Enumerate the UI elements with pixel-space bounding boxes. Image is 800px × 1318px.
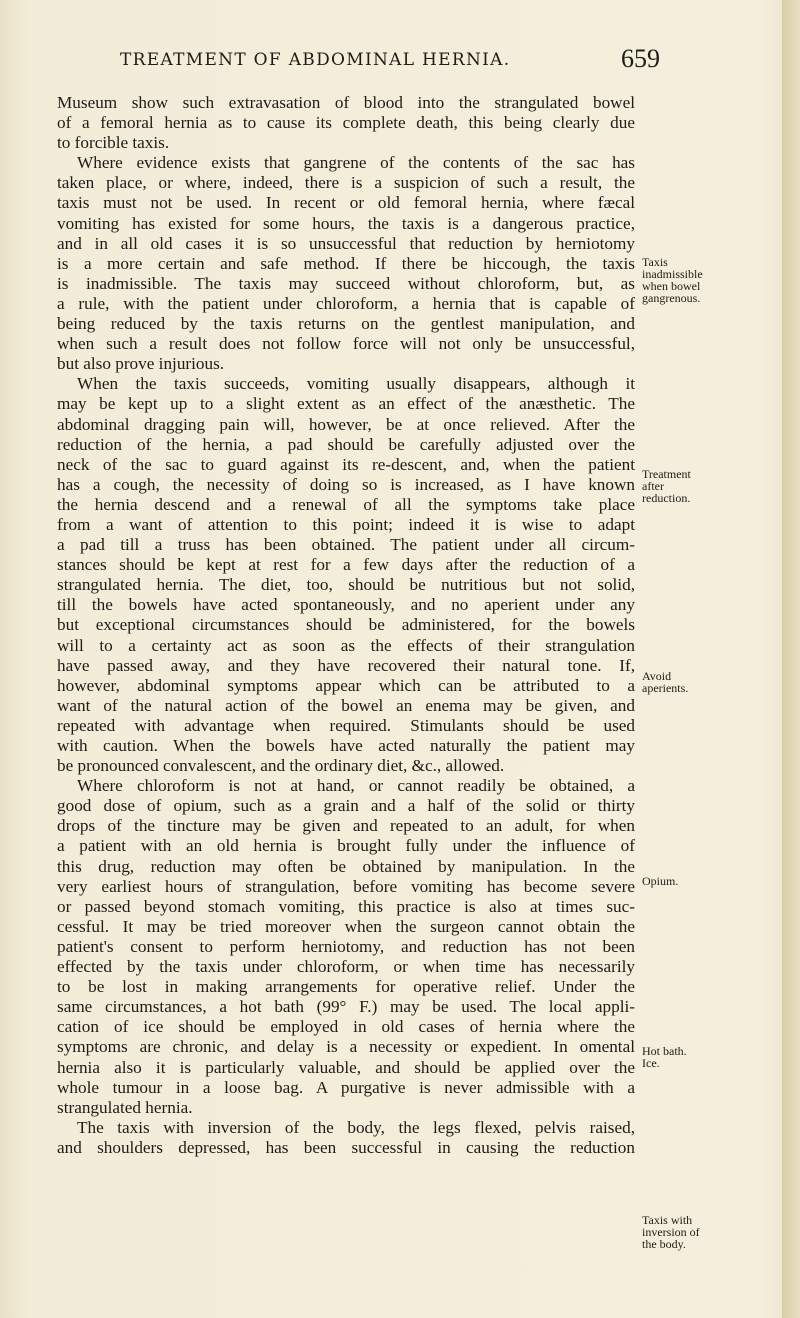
- text-line: and in all old cases it is so unsuccessful that reduction by herniotomy: [57, 233, 635, 253]
- text-line: neck of the sac to guard against its re-descent, and, when the patient: [57, 454, 635, 474]
- text-line: the hernia descend and a renewal of all the symptoms take place: [57, 494, 635, 514]
- text-line: very earliest hours of strangulation, before vomiting has become severe: [57, 876, 635, 896]
- text-line: cessful. It may be tried moreover when the surgeon cannot obtain the: [57, 916, 635, 936]
- text-line: strangulated hernia.: [57, 1097, 193, 1117]
- text-line: be pronounced convalescent, and the ordinary diet, &c., allowed.: [57, 756, 505, 776]
- text-line: vomiting has existed for some hours, the taxis is a dangerous practice,: [57, 213, 635, 233]
- text-line: strangulated hernia. The diet, too, should be nutritious but not solid,: [57, 575, 635, 595]
- text-line: till the bowels have acted spontaneously, and no aperient under any: [57, 595, 635, 615]
- text-line: When the taxis succeeds, vomiting usually disappears, although it: [77, 374, 635, 394]
- text-line: effected by the taxis under chloroform, or when time has necessarily: [57, 957, 635, 977]
- text-line: taxis must not be used. In recent or old femoral hernia, where fæcal: [57, 193, 635, 213]
- text-line: will to a certainty act as soon as the effects of their strangulation: [57, 635, 635, 655]
- text-line: good dose of opium, such as a grain and a half of the solid or thirty: [57, 796, 635, 816]
- running-title: TREATMENT OF ABDOMINAL HERNIA.: [120, 50, 511, 70]
- text-line: but also prove injurious.: [57, 354, 225, 374]
- margin-note-line: Hot bath.: [642, 1044, 687, 1058]
- margin-note: [642, 1045, 687, 1069]
- body-text: [57, 93, 635, 1158]
- text-line: Museum show such extravasation of blood into the strangulated bowel: [57, 93, 635, 112]
- margin-note: [642, 1214, 700, 1250]
- running-header: [120, 44, 660, 74]
- text-line: Where chloroform is not at hand, or cannot readily be obtained, a: [77, 776, 635, 796]
- margin-note-line: gangrenous.: [642, 291, 701, 305]
- text-line: being reduced by the taxis returns on the gentlest manipulation, and: [57, 314, 635, 334]
- text-line: or passed beyond stomach vomiting, this practice is also at times suc-: [57, 896, 635, 916]
- text-line: to be lost in making arrangements for operative relief. Under the: [57, 977, 635, 997]
- text-line: drops of the tincture may be given and repeated to an adult, for when: [57, 816, 635, 836]
- text-line: but exceptional circumstances should be administered, for the bowels: [57, 615, 635, 635]
- margin-note-line: Avoid: [642, 669, 672, 683]
- margin-note: [642, 468, 691, 504]
- text-line: has a cough, the necessity of doing so is increased, as I have known: [57, 474, 635, 494]
- margin-note-line: Opium.: [642, 874, 679, 888]
- text-line: whole tumour in a loose bag. A purgative is never admissible with a: [57, 1077, 635, 1097]
- margin-note-line: when bowel: [642, 279, 701, 293]
- margin-note-line: reduction.: [642, 491, 691, 505]
- text-line: from a want of attention to this point; indeed it is wise to adapt: [57, 514, 635, 534]
- margin-note-line: inversion of: [642, 1225, 700, 1239]
- margin-note-line: after: [642, 479, 664, 493]
- margin-note: [642, 256, 703, 304]
- page-number: 659: [621, 44, 660, 73]
- text-line: reduction of the hernia, a pad should be carefully adjusted over the: [57, 434, 635, 454]
- page-edge: [782, 0, 800, 1318]
- text-line: is inadmissible. The taxis may succeed without chloroform, but, as: [57, 273, 635, 293]
- text-line: cation of ice should be employed in old cases of hernia where the: [57, 1017, 635, 1037]
- margin-note-line: Ice.: [642, 1056, 660, 1070]
- text-line: The taxis with inversion of the body, the legs flexed, pelvis raised,: [77, 1117, 635, 1137]
- text-line: Where evidence exists that gangrene of the contents of the sac has: [77, 153, 635, 173]
- margin-note-line: Taxis with: [642, 1213, 693, 1227]
- text-line: hernia also it is particularly valuable, and should be applied over the: [57, 1057, 635, 1077]
- text-line: have passed away, and they have recovered their natural tone. If,: [57, 655, 635, 675]
- text-line: may be kept up to a slight extent as an effect of the anæsthetic. The: [57, 394, 635, 414]
- margin-note-line: Treatment: [642, 467, 691, 481]
- text-line: this drug, reduction may often be obtained by manipulation. In the: [57, 856, 635, 876]
- text-line: symptoms are chronic, and delay is a necessity or expedient. In omental: [57, 1037, 635, 1057]
- text-line: same circumstances, a hot bath (99° F.) may be used. The local appli-: [57, 997, 635, 1017]
- text-line: a patient with an old hernia is brought fully under the influence of: [57, 836, 635, 856]
- text-line: a pad till a truss has been obtained. The patient under all circum-: [57, 535, 635, 555]
- text-line: with caution. When the bowels have acted naturally the patient may: [57, 736, 635, 755]
- margin-note-line: inadmissible: [642, 267, 703, 281]
- text-line: want of the natural action of the bowel an enema may be given, and: [57, 695, 635, 715]
- text-line: to forcible taxis.: [57, 133, 170, 153]
- text-line: however, abdominal symptoms appear which can be attributed to a: [57, 675, 635, 695]
- margin-note: [642, 670, 688, 694]
- margin-note-line: Taxis: [642, 255, 668, 269]
- text-line: is a more certain and safe method. If there be hiccough, the taxis: [57, 253, 635, 273]
- text-line: stances should be kept at rest for a few days after the reduction of a: [57, 555, 635, 575]
- text-line: repeated with advantage when required. Stimulants should be used: [57, 715, 635, 735]
- margin-note-line: aperients.: [642, 681, 689, 695]
- text-line: when such a result does not follow force will not only be unsuccessful,: [57, 334, 635, 354]
- text-line: a rule, with the patient under chloroform, a hernia that is capable of: [57, 293, 635, 313]
- text-line: and shoulders depressed, has been successful in causing the reduction: [57, 1137, 635, 1157]
- text-line: of a femoral hernia as to cause its complete death, this being clearly due: [57, 113, 635, 133]
- margin-note-line: the body.: [642, 1237, 686, 1251]
- text-line: abdominal dragging pain will, however, be at once relieved. After the: [57, 414, 635, 434]
- text-line: taken place, or where, indeed, there is a suspicion of such a result, the: [57, 173, 635, 193]
- text-line: patient's consent to perform herniotomy, and reduction has not been: [57, 936, 635, 956]
- margin-note: [642, 875, 678, 887]
